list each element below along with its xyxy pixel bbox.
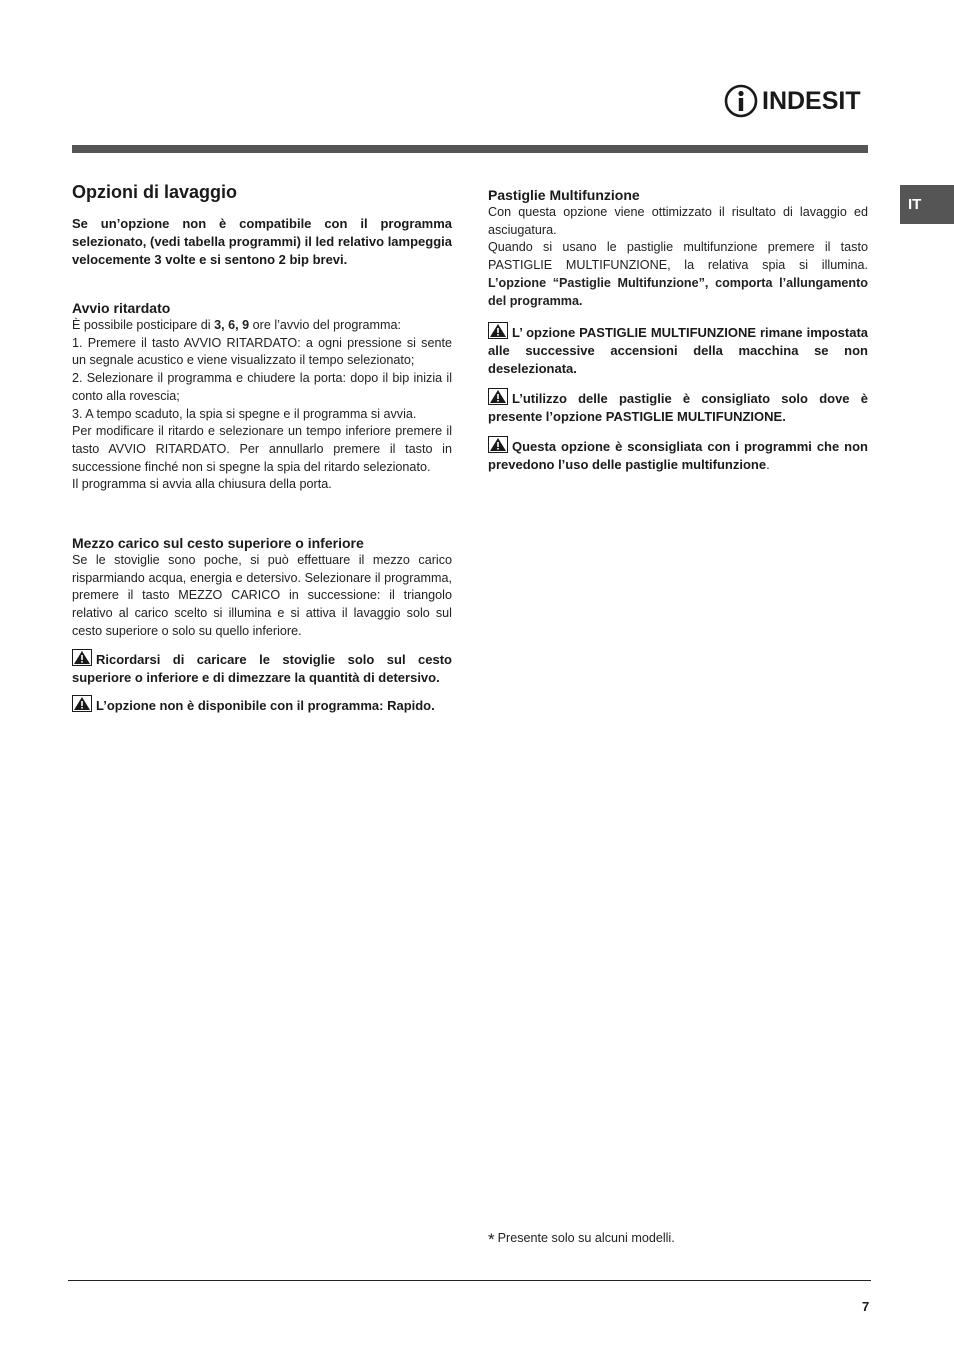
indesit-logo bbox=[724, 84, 861, 118]
avvio-intro bbox=[72, 317, 452, 335]
footer-rule bbox=[68, 1280, 871, 1281]
brand-name: INDESIT bbox=[762, 86, 861, 115]
pastiglie-p2-text: Quando si usano le pastiglie multifunzione premere il tasto PASTIGLIE MULTIFUNZIONE, la relativa spia si illumina. bbox=[488, 240, 868, 273]
pastiglie-p1: Con questa opzione viene ottimizzato il risultato di lavaggio ed asciugatura. bbox=[488, 205, 868, 237]
language-tab-label: IT bbox=[908, 196, 922, 213]
warning-icon bbox=[488, 322, 508, 339]
warning-icon bbox=[488, 436, 508, 453]
avvio-start: Il programma si avvia alla chiusura della porta. bbox=[72, 477, 332, 492]
language-tab bbox=[900, 185, 954, 224]
pastiglie-warning-3 bbox=[488, 436, 868, 474]
warning-icon bbox=[72, 695, 92, 712]
header-rule bbox=[72, 145, 868, 153]
pastiglie-p2 bbox=[488, 239, 868, 310]
footnote bbox=[488, 1230, 675, 1250]
page-title: Opzioni di lavaggio bbox=[72, 182, 238, 202]
avvio-hours: 3, 6, 9 bbox=[214, 318, 250, 332]
avvio-step-3: 3. A tempo scaduto, la spia si spegne e il programma si avvia. bbox=[72, 406, 417, 421]
avvio-step-1: 1. Premere il tasto AVVIO RITARDATO: a ogni pressione si sente un segnale acustico e viene visualizzato il tempo selezionato; bbox=[72, 335, 452, 368]
avvio-intro-text: È possibile posticipare di bbox=[72, 318, 215, 332]
pastiglie-warning-1 bbox=[488, 322, 868, 378]
mezzo-body: Se le stoviglie sono poche, si può effettuare il mezzo carico risparmiando acqua, energia e detersivo. Selezionare il programma, premere il tasto MEZZO CARICO in successione: il triangolo relativo al carico scelto si illumina e si attiva il lavaggio solo sul cesto superiore o solo su quello inferiore. bbox=[72, 553, 452, 638]
mezzo-warning-2 bbox=[72, 695, 452, 715]
avvio-step-2: 2. Selezionare il programma e chiudere la porta: dopo il bip inizia il conto alla rovescia; bbox=[72, 371, 452, 403]
mezzo-warning-1 bbox=[72, 649, 452, 687]
mezzo-warning-1-text: Ricordarsi di caricare le stoviglie solo sul cesto superiore o inferiore e di dimezzare la quantità di detersivo. bbox=[72, 651, 452, 685]
warning-icon bbox=[488, 388, 508, 405]
pastiglie-warning-3-text: Questa opzione è sconsigliata con i programmi che non prevedono l’uso delle pastiglie multifunzione bbox=[488, 439, 868, 473]
pastiglie-warning-2-text: L’utilizzo delle pastiglie è consigliato solo dove è presente l’opzione PASTIGLIE MULTIFUNZIONE. bbox=[488, 391, 868, 425]
left-column bbox=[72, 182, 452, 715]
compatibility-note: Se un’opzione non è compatibile con il programma selezionato, (vedi tabella programmi) il led relativo lampeggia velocemente 3 volte e si sentono 2 bip brevi. bbox=[72, 216, 452, 267]
pastiglie-warning-2 bbox=[488, 388, 868, 426]
warning-icon bbox=[72, 649, 92, 666]
indesit-logo-icon bbox=[724, 84, 758, 118]
right-column bbox=[488, 186, 868, 474]
page-number: 7 bbox=[862, 1299, 870, 1314]
pastiglie-heading: Pastiglie Multifunzione bbox=[488, 187, 640, 203]
mezzo-heading: Mezzo carico sul cesto superiore o inferiore bbox=[72, 535, 364, 552]
pastiglie-warning-1-text: L’ opzione PASTIGLIE MULTIFUNZIONE rimane impostata alle successive accensioni della macchina se non deselezionata. bbox=[488, 325, 868, 377]
footnote-star: * bbox=[488, 1230, 495, 1249]
avvio-heading: Avvio ritardato bbox=[72, 300, 171, 316]
pastiglie-warning-3-period: . bbox=[766, 457, 770, 473]
avvio-modify: Per modificare il ritardo e selezionare un tempo inferiore premere il tasto AVVIO RITARDATO. Per annullarlo premere il tasto in successione finché non si spegne la spia del ritardo selezionato. bbox=[72, 424, 452, 474]
avvio-intro-tail: ore l’avvio del programma: bbox=[249, 318, 402, 332]
footnote-text: Presente solo su alcuni modelli. bbox=[497, 1231, 675, 1245]
mezzo-warning-2-text: L’opzione non è disponibile con il programma: Rapido. bbox=[96, 697, 435, 713]
pastiglie-p2-bold: L’opzione “Pastiglie Multifunzione”, comporta l’allungamento del programma. bbox=[488, 275, 868, 308]
